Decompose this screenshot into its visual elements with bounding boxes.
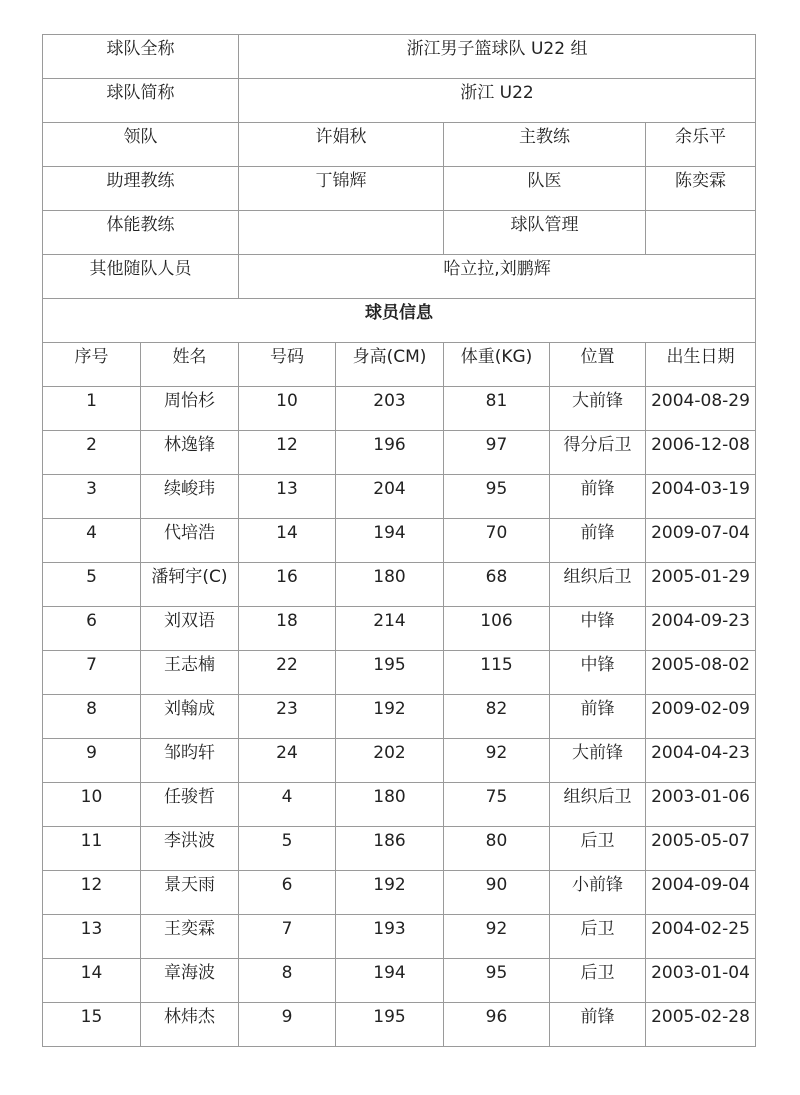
header-cell: 姓名 <box>141 343 239 387</box>
height-cell: 186 <box>336 827 444 871</box>
position-cell: 得分后卫 <box>550 431 646 475</box>
height-cell: 203 <box>336 387 444 431</box>
value-other-staff: 哈立拉,刘鹏辉 <box>239 255 756 299</box>
position-cell: 后卫 <box>550 827 646 871</box>
player-row <box>43 519 756 563</box>
position-cell: 后卫 <box>550 959 646 1003</box>
weight-cell: 96 <box>444 1003 550 1047</box>
position-cell: 前锋 <box>550 695 646 739</box>
number-cell: 7 <box>43 651 141 695</box>
player-row <box>43 475 756 519</box>
birthdate-cell: 2006-12-08 <box>646 431 756 475</box>
header-cell: 出生日期 <box>646 343 756 387</box>
position-cell: 后卫 <box>550 915 646 959</box>
jersey-cell: 23 <box>239 695 336 739</box>
position-cell: 小前锋 <box>550 871 646 915</box>
number-cell: 4 <box>43 519 141 563</box>
weight-cell: 90 <box>444 871 550 915</box>
position-cell: 前锋 <box>550 475 646 519</box>
name-cell: 任骏哲 <box>141 783 239 827</box>
jersey-cell: 8 <box>239 959 336 1003</box>
name-cell: 潘轲宇(C) <box>141 563 239 607</box>
position-cell: 前锋 <box>550 519 646 563</box>
row-full-name <box>43 35 756 79</box>
height-cell: 180 <box>336 563 444 607</box>
number-cell: 13 <box>43 915 141 959</box>
birthdate-cell: 2009-07-04 <box>646 519 756 563</box>
position-cell: 组织后卫 <box>550 783 646 827</box>
name-cell: 李洪波 <box>141 827 239 871</box>
jersey-cell: 9 <box>239 1003 336 1047</box>
jersey-cell: 4 <box>239 783 336 827</box>
height-cell: 195 <box>336 1003 444 1047</box>
label-assistant-coach: 助理教练 <box>43 167 239 211</box>
label-other-staff: 其他随队人员 <box>43 255 239 299</box>
jersey-cell: 12 <box>239 431 336 475</box>
label-fitness-coach: 体能教练 <box>43 211 239 255</box>
weight-cell: 95 <box>444 475 550 519</box>
birthdate-cell: 2004-04-23 <box>646 739 756 783</box>
weight-cell: 106 <box>444 607 550 651</box>
value-fitness-coach <box>239 211 444 255</box>
value-full-name: 浙江男子篮球队 U22 组 <box>239 35 756 79</box>
player-row <box>43 915 756 959</box>
label-team-manager: 球队管理 <box>444 211 646 255</box>
weight-cell: 82 <box>444 695 550 739</box>
number-cell: 1 <box>43 387 141 431</box>
header-cell: 身高(CM) <box>336 343 444 387</box>
weight-cell: 92 <box>444 915 550 959</box>
team-roster-table <box>42 34 756 1047</box>
jersey-cell: 14 <box>239 519 336 563</box>
number-cell: 11 <box>43 827 141 871</box>
label-head-coach: 主教练 <box>444 123 646 167</box>
name-cell: 林炜杰 <box>141 1003 239 1047</box>
height-cell: 214 <box>336 607 444 651</box>
number-cell: 12 <box>43 871 141 915</box>
number-cell: 10 <box>43 783 141 827</box>
birthdate-cell: 2004-08-29 <box>646 387 756 431</box>
name-cell: 章海波 <box>141 959 239 1003</box>
birthdate-cell: 2005-05-07 <box>646 827 756 871</box>
birthdate-cell: 2009-02-09 <box>646 695 756 739</box>
number-cell: 3 <box>43 475 141 519</box>
weight-cell: 97 <box>444 431 550 475</box>
jersey-cell: 5 <box>239 827 336 871</box>
header-cell: 号码 <box>239 343 336 387</box>
row-other-staff <box>43 255 756 299</box>
label-short-name: 球队简称 <box>43 79 239 123</box>
section-title-player-info: 球员信息 <box>43 299 756 343</box>
header-cell: 位置 <box>550 343 646 387</box>
value-leader: 许娟秋 <box>239 123 444 167</box>
height-cell: 192 <box>336 871 444 915</box>
value-head-coach: 余乐平 <box>646 123 756 167</box>
player-row <box>43 959 756 1003</box>
jersey-cell: 16 <box>239 563 336 607</box>
player-row <box>43 651 756 695</box>
player-row <box>43 871 756 915</box>
weight-cell: 68 <box>444 563 550 607</box>
birthdate-cell: 2004-09-04 <box>646 871 756 915</box>
height-cell: 196 <box>336 431 444 475</box>
height-cell: 194 <box>336 519 444 563</box>
height-cell: 180 <box>336 783 444 827</box>
position-cell: 中锋 <box>550 607 646 651</box>
weight-cell: 70 <box>444 519 550 563</box>
number-cell: 9 <box>43 739 141 783</box>
row-assistant-doctor <box>43 167 756 211</box>
player-row <box>43 607 756 651</box>
player-row <box>43 431 756 475</box>
height-cell: 204 <box>336 475 444 519</box>
height-cell: 192 <box>336 695 444 739</box>
position-cell: 中锋 <box>550 651 646 695</box>
player-row <box>43 1003 756 1047</box>
birthdate-cell: 2003-01-06 <box>646 783 756 827</box>
label-full-name: 球队全称 <box>43 35 239 79</box>
position-cell: 大前锋 <box>550 739 646 783</box>
player-row <box>43 387 756 431</box>
number-cell: 5 <box>43 563 141 607</box>
height-cell: 195 <box>336 651 444 695</box>
jersey-cell: 24 <box>239 739 336 783</box>
height-cell: 202 <box>336 739 444 783</box>
header-cell: 体重(KG) <box>444 343 550 387</box>
number-cell: 2 <box>43 431 141 475</box>
value-team-manager <box>646 211 756 255</box>
player-header-row <box>43 343 756 387</box>
player-row <box>43 783 756 827</box>
player-row <box>43 695 756 739</box>
player-row <box>43 563 756 607</box>
label-team-doctor: 队医 <box>444 167 646 211</box>
row-section-title <box>43 299 756 343</box>
number-cell: 15 <box>43 1003 141 1047</box>
weight-cell: 81 <box>444 387 550 431</box>
height-cell: 194 <box>336 959 444 1003</box>
header-cell: 序号 <box>43 343 141 387</box>
row-leader-coach <box>43 123 756 167</box>
row-short-name <box>43 79 756 123</box>
number-cell: 6 <box>43 607 141 651</box>
jersey-cell: 10 <box>239 387 336 431</box>
name-cell: 刘双语 <box>141 607 239 651</box>
position-cell: 大前锋 <box>550 387 646 431</box>
height-cell: 193 <box>336 915 444 959</box>
jersey-cell: 22 <box>239 651 336 695</box>
name-cell: 景天雨 <box>141 871 239 915</box>
jersey-cell: 7 <box>239 915 336 959</box>
weight-cell: 92 <box>444 739 550 783</box>
birthdate-cell: 2003-01-04 <box>646 959 756 1003</box>
value-team-doctor: 陈奕霖 <box>646 167 756 211</box>
birthdate-cell: 2004-09-23 <box>646 607 756 651</box>
name-cell: 王志楠 <box>141 651 239 695</box>
number-cell: 8 <box>43 695 141 739</box>
birthdate-cell: 2005-02-28 <box>646 1003 756 1047</box>
weight-cell: 95 <box>444 959 550 1003</box>
birthdate-cell: 2004-03-19 <box>646 475 756 519</box>
label-leader: 领队 <box>43 123 239 167</box>
name-cell: 王奕霖 <box>141 915 239 959</box>
value-short-name: 浙江 U22 <box>239 79 756 123</box>
name-cell: 邹昀轩 <box>141 739 239 783</box>
birthdate-cell: 2004-02-25 <box>646 915 756 959</box>
birthdate-cell: 2005-08-02 <box>646 651 756 695</box>
row-fitness-manager <box>43 211 756 255</box>
player-row <box>43 827 756 871</box>
weight-cell: 115 <box>444 651 550 695</box>
weight-cell: 80 <box>444 827 550 871</box>
jersey-cell: 6 <box>239 871 336 915</box>
weight-cell: 75 <box>444 783 550 827</box>
player-row <box>43 739 756 783</box>
name-cell: 代培浩 <box>141 519 239 563</box>
value-assistant-coach: 丁锦辉 <box>239 167 444 211</box>
birthdate-cell: 2005-01-29 <box>646 563 756 607</box>
position-cell: 组织后卫 <box>550 563 646 607</box>
jersey-cell: 18 <box>239 607 336 651</box>
position-cell: 前锋 <box>550 1003 646 1047</box>
jersey-cell: 13 <box>239 475 336 519</box>
number-cell: 14 <box>43 959 141 1003</box>
name-cell: 林逸锋 <box>141 431 239 475</box>
name-cell: 刘翰成 <box>141 695 239 739</box>
name-cell: 续峻玮 <box>141 475 239 519</box>
name-cell: 周怡杉 <box>141 387 239 431</box>
